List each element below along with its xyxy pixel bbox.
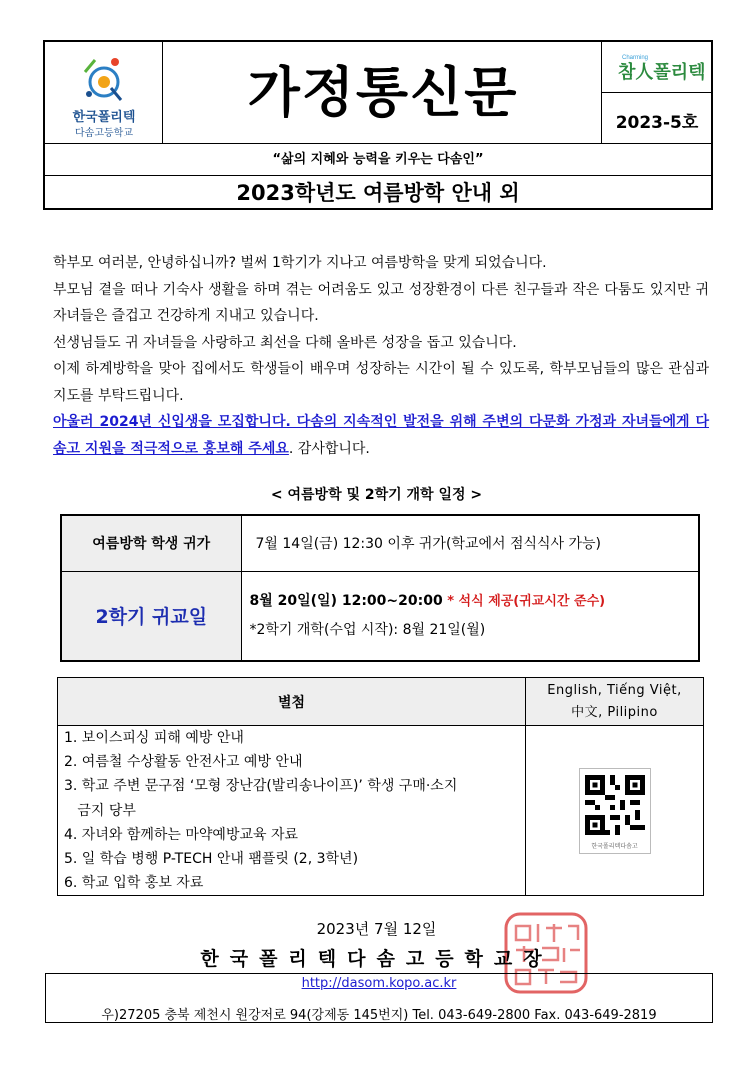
polytech-logo-icon	[75, 52, 133, 106]
list-item: 금지 당부	[64, 802, 136, 819]
logo-school: 다솜고등학교	[75, 128, 133, 139]
list-item: 4. 자녀와 함께하는 마약예방교육 자료	[64, 826, 299, 843]
motto: “삶의 지혜와 능력을 키우는 다솜인”	[45, 144, 711, 176]
list-item: 5. 일 학습 병행 P-TECH 안내 팸플릿 (2, 3학년)	[64, 851, 359, 868]
schedule-value-vacation: 7월 14일(금) 12:30 이후 귀가(학교에서 점식식사 가능)	[241, 515, 699, 571]
languages-line1: English, Tiếng Việt,	[547, 682, 682, 698]
dinner-note: * 석식 제공(귀교시간 준수)	[442, 594, 606, 610]
brand-divider	[602, 92, 712, 93]
languages-header	[526, 678, 704, 726]
paragraph-dormitory: 부모님 곁을 떠나 기숙사 생활을 하며 겪는 어려움도 있고 성장환경이 다른 친구들과 작은 다툼도 있지만 귀 자녀들은 즐겁고 건강하게 지내고 있습니다.	[53, 281, 709, 324]
admission-highlight: 아울러 2024년 신입생을 모집합니다. 다솜의 지속적인 발전을 위해 주변의 다문화 가정과 자녀들에게 다솜고 지원을 적극적으로 홍보해 주세요	[53, 414, 709, 457]
issue-date: 2023년 7월 12일	[316, 920, 437, 938]
header-box	[43, 40, 713, 210]
principal-signature: 한국폴리텍다솜고등학교장	[200, 948, 553, 970]
school-website-link[interactable]: http://dasom.kopo.ac.kr	[301, 976, 457, 991]
languages-line2: 中文, Pilipino	[571, 704, 658, 720]
attachments-header: 별첨	[58, 678, 526, 726]
school-logo	[45, 42, 163, 144]
issue-number: 2023-5호	[615, 113, 699, 133]
qr-code[interactable]	[579, 768, 651, 854]
paragraph-admission	[53, 409, 709, 462]
list-item: 2. 여름철 수상활동 안전사고 예방 안내	[64, 754, 303, 771]
letter-body	[53, 250, 709, 462]
school-address: 우)27205 충북 제천시 원강저로 94(강제동 145번지) Tel. 043-649-2800 Fax. 043-649-2819	[101, 1008, 657, 1023]
schedule-value-return	[241, 571, 699, 661]
footer-box	[45, 973, 713, 1023]
qr-caption: 한국폴리텍다솜고	[591, 842, 638, 850]
table-row	[58, 678, 704, 726]
paragraph-greeting: 학부모 여러분, 안녕하십니까? 벌써 1학기가 지나고 여름방학을 맞게 되었습니다.	[53, 255, 547, 271]
schedule-label-vacation: 여름방학 학생 귀가	[61, 515, 241, 571]
logo-name: 한국폴리텍	[72, 110, 136, 125]
paragraph-vacation: 이제 하계방학을 맞아 집에서도 학생들이 배우며 성장하는 시간이 될 수 있도록, 학부모님들의 많은 관심과 지도를 부탁드립니다.	[53, 361, 709, 404]
list-item: 3. 학교 주변 문구점 ‘모형 장난감(발리송나이프)’ 학생 구매·소지	[64, 778, 458, 795]
table-row	[61, 515, 699, 571]
chamin-polytech-logo-icon	[602, 50, 712, 86]
admission-thanks: . 감사합니다.	[288, 440, 370, 457]
brand-logo-box	[601, 42, 711, 144]
attachments-list	[58, 726, 526, 896]
page-title: 가정통신문	[247, 61, 519, 124]
qr-cell	[526, 726, 704, 896]
schedule-table	[60, 514, 700, 662]
schedule-label-return: 2학기 귀교일	[61, 571, 241, 661]
qr-code-icon	[585, 775, 645, 835]
brand-small-text: Charming	[622, 55, 649, 61]
attachments-table	[57, 677, 704, 896]
header-top-row	[45, 42, 711, 144]
list-item: 1. 보이스피싱 피해 예방 안내	[64, 730, 244, 746]
return-time: 8월 20일(일) 12:00~20:00	[249, 593, 443, 610]
subtitle: 2023학년도 여름방학 안내 외	[236, 181, 520, 205]
semester-start: *2학기 개학(수업 시작): 8월 21일(월)	[249, 622, 486, 639]
list-item: 6. 학교 입학 홍보 자료	[64, 875, 204, 892]
brand-main-text: 참人폴리텍	[618, 62, 706, 83]
table-row	[58, 726, 704, 896]
paragraph-teachers: 선생님들도 귀 자녀들을 사랑하고 최선을 다해 올바른 성장을 돕고 있습니다.	[53, 334, 517, 351]
table-row	[61, 571, 699, 661]
schedule-title: < 여름방학 및 2학기 개학 일정 >	[270, 487, 483, 503]
